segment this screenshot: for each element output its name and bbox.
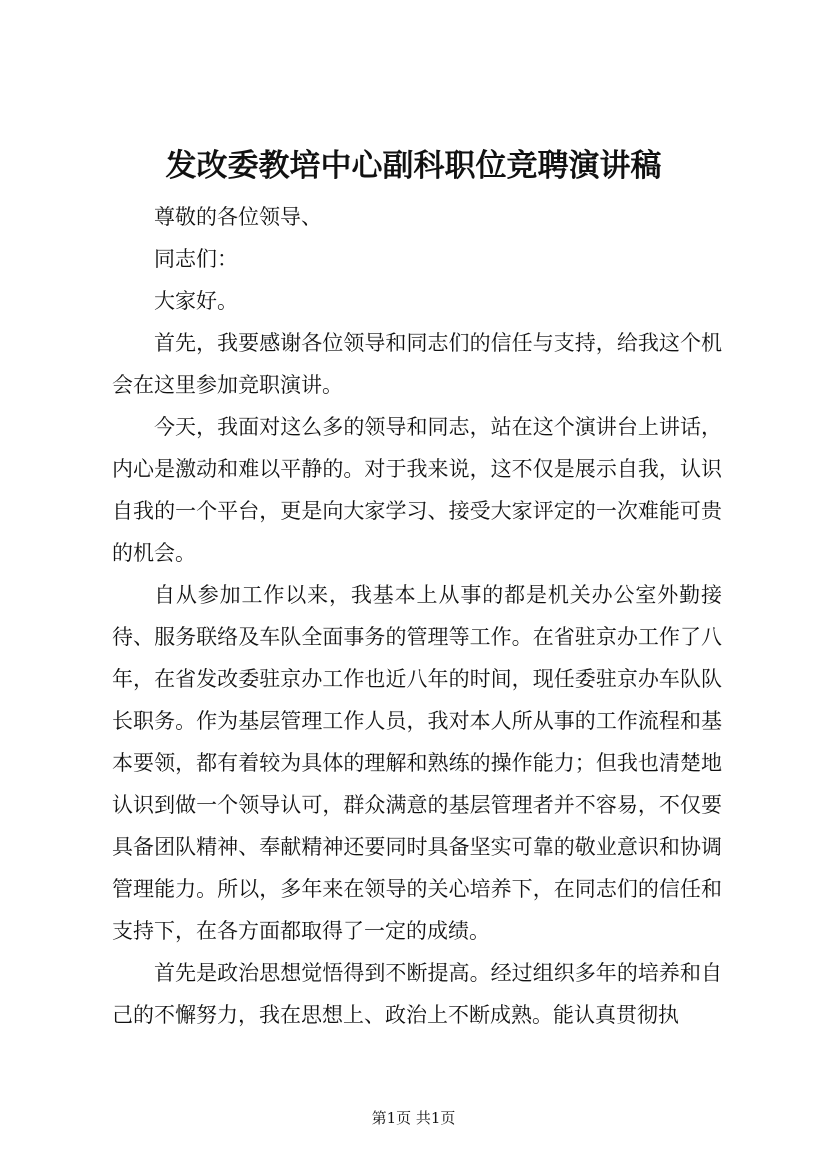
salutation-line-1: 尊敬的各位领导、 [154,205,322,229]
body-paragraph: 首先，我要感谢各位领导和同志们的信任与支持，给我这个机会在这里参加竞职演讲。 [112,331,722,397]
body-paragraph: 今天，我面对这么多的领导和同志，站在这个演讲台上讲话，内心是激动和难以平静的。对于我来说，这不仅是展示自我，认识自我的一个平台，更是向大家学习、接受大家评定的一次难能可贵的机会。 [112,415,722,565]
salutation-line-2: 同志们： [154,247,238,271]
greeting-paragraph: 大家好。 [154,289,238,313]
document-title: 发改委教培中心副科职位竞聘演讲稿 [165,148,662,184]
page-footer: 第1页 共1页 [371,1109,456,1127]
body-paragraph: 首先是政治思想觉悟得到不断提高。经过组织多年的培养和自己的不懈努力，我在思想上、政治上不断成熟。能认真贯彻执 [112,961,722,1027]
document-body [112,196,722,1036]
body-paragraph: 自从参加工作以来，我基本上从事的都是机关办公室外勤接待、服务联络及车队全面事务的管理等工作。在省驻京办工作了八年，在省发改委驻京办工作也近八年的时间，现任委驻京办车队队长职务。作为基层管理工作人员，我对本人所从事的工作流程和基本要领，都有着较为具体的理解和熟练的操作能力；但我也清楚地认识到做一个领导认可，群众满意的基层管理者并不容易，不仅要具备团队精神、奉献精神还要同时具备坚实可靠的敬业意识和协调管理能力。所以，多年来在领导的关心培养下，在同志们的信任和支持下，在各方面都取得了一定的成绩。 [112,583,722,943]
